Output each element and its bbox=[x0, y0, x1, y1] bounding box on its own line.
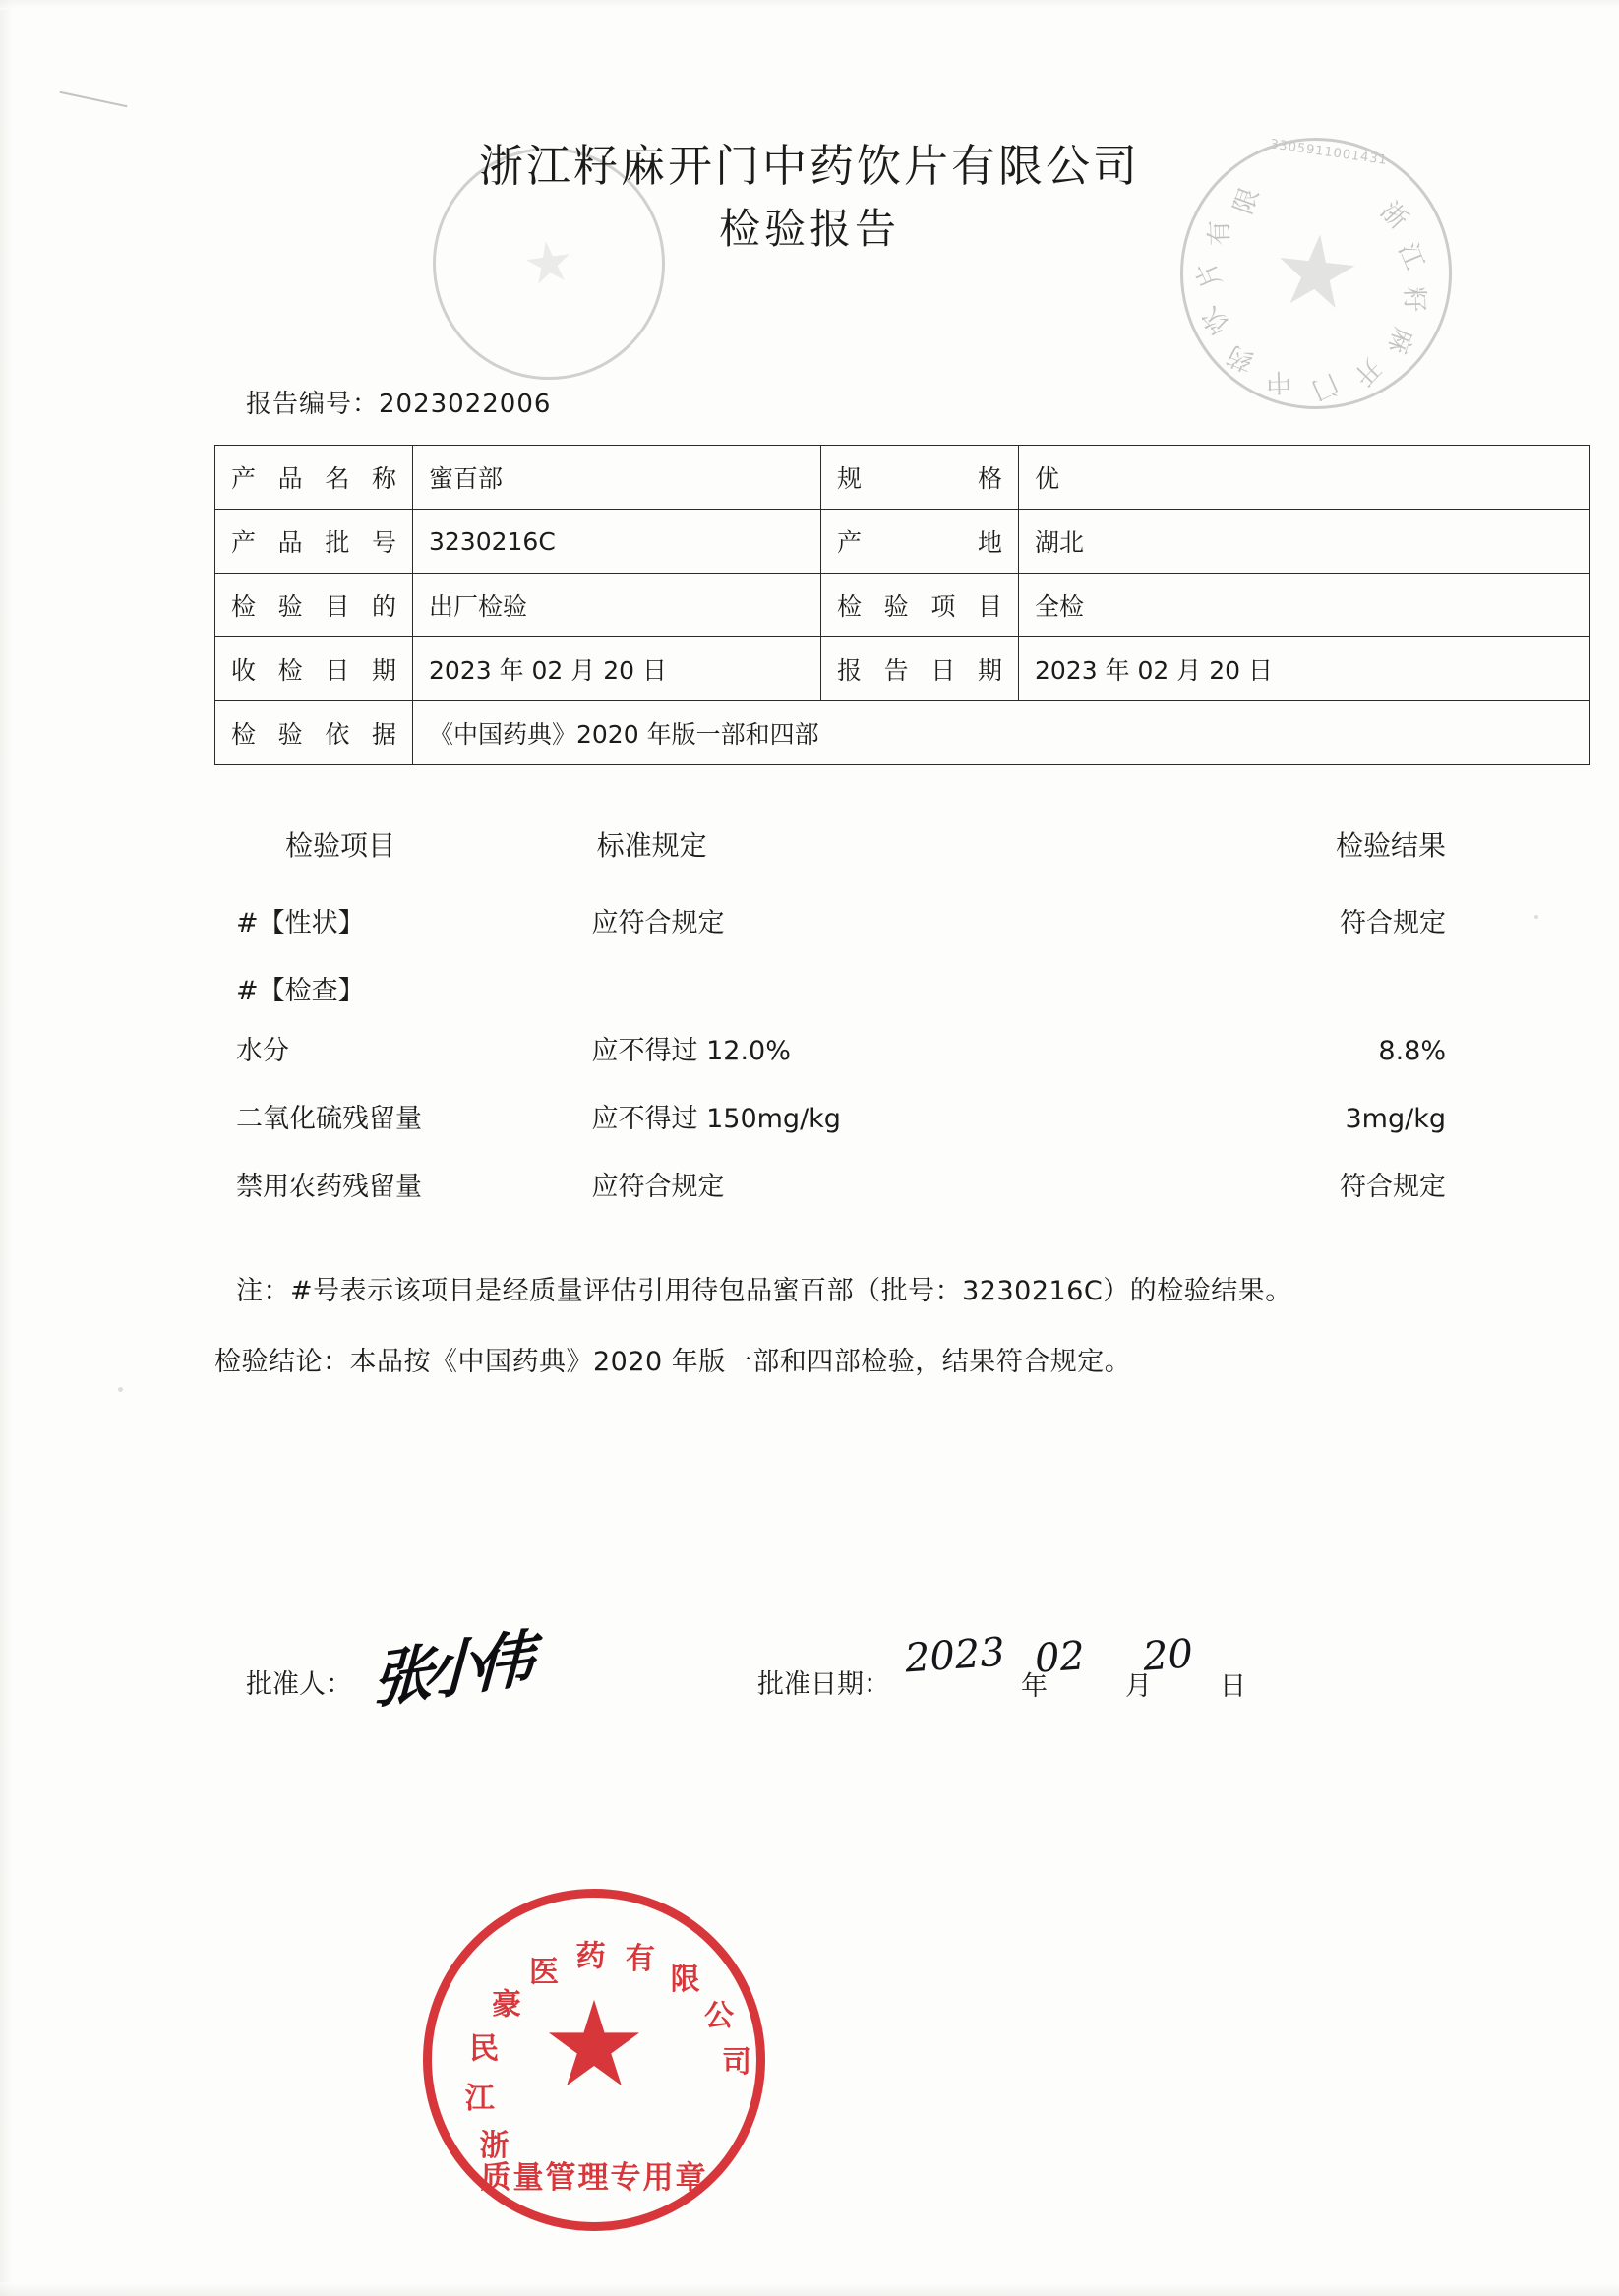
result-item: #【性状】 bbox=[236, 908, 365, 938]
info-value-test-items: 全检 bbox=[1019, 574, 1590, 637]
approver-block bbox=[246, 1622, 526, 1718]
info-label-purpose: 检验目的 bbox=[215, 574, 413, 637]
table-row bbox=[215, 510, 1590, 574]
result-standard: 应符合规定 bbox=[591, 1172, 725, 1202]
scan-edge-bottom bbox=[0, 2282, 1619, 2296]
result-row-pesticide bbox=[197, 1165, 1466, 1203]
report-number-value: 2023022006 bbox=[379, 390, 552, 419]
approver-signature: 张小伟 bbox=[371, 1622, 526, 1718]
result-value: 符合规定 bbox=[1340, 1172, 1446, 1202]
quality-control-seal bbox=[423, 1889, 765, 2231]
report-number-label: 报告编号： bbox=[246, 390, 380, 419]
scan-edge-left bbox=[0, 0, 14, 2296]
info-label-received-date: 收检日期 bbox=[215, 637, 413, 701]
results-header-result: 检验结果 bbox=[1335, 829, 1446, 862]
table-row bbox=[215, 637, 1590, 701]
product-info-table bbox=[214, 445, 1590, 765]
quality-control-seal-label: 质量管理专用章 bbox=[480, 2160, 708, 2196]
test-results-section bbox=[197, 824, 1466, 1233]
approver-label: 批准人： bbox=[246, 1669, 352, 1700]
company-seal-watermark-right: 3305911001431 浙 江 籽 麻 开 门 中 药 饮 片 有 限 bbox=[1167, 124, 1465, 422]
info-label-report-date: 报告日期 bbox=[821, 637, 1019, 701]
results-header-item: 检验项目 bbox=[285, 829, 396, 862]
result-item: #【检查】 bbox=[236, 976, 365, 1006]
info-label-spec: 规 格 bbox=[821, 446, 1019, 510]
info-value-batch-no: 3230216C bbox=[413, 510, 821, 574]
approval-date-year: 2023 bbox=[903, 1629, 1007, 1682]
info-value-received-date: 2023 年 02 月 20 日 bbox=[413, 637, 821, 701]
approval-date-label: 批准日期： bbox=[757, 1669, 890, 1700]
approval-date-month-unit: 月 bbox=[1125, 1671, 1152, 1702]
results-header-row bbox=[197, 824, 1466, 864]
info-value-basis: 《中国药典》2020 年版一部和四部 bbox=[413, 701, 1590, 765]
approval-date-year-unit: 年 bbox=[1021, 1671, 1048, 1702]
result-standard: 应不得过 150mg/kg bbox=[591, 1104, 841, 1134]
approval-date-month: 02 bbox=[1033, 1633, 1087, 1682]
scan-artifact-speck bbox=[1534, 915, 1538, 919]
result-item: 水分 bbox=[236, 1036, 289, 1066]
result-row-so2 bbox=[197, 1097, 1466, 1135]
result-value: 8.8% bbox=[1378, 1036, 1446, 1066]
quality-control-seal-arc-text: 浙 江 民 豪 医 药 有 限 公 司 bbox=[464, 1939, 751, 2163]
result-value: 3mg/kg bbox=[1345, 1104, 1446, 1134]
info-value-report-date: 2023 年 02 月 20 日 bbox=[1019, 637, 1590, 701]
results-header-standard: 标准规定 bbox=[596, 829, 707, 862]
info-label-product-name: 产品名称 bbox=[215, 446, 413, 510]
result-value: 符合规定 bbox=[1340, 908, 1446, 938]
scan-edge-top bbox=[0, 0, 1619, 10]
company-seal-code: 3305911001431 bbox=[1269, 137, 1389, 168]
info-label-batch-no: 产品批号 bbox=[215, 510, 413, 574]
info-value-purpose: 出厂检验 bbox=[413, 574, 821, 637]
info-label-basis: 检验依据 bbox=[215, 701, 413, 765]
table-row bbox=[215, 574, 1590, 637]
result-standard: 应符合规定 bbox=[591, 908, 725, 938]
conclusion-text: 检验结论：本品按《中国药典》2020 年版一部和四部检验，结果符合规定。 bbox=[214, 1347, 1132, 1377]
result-item: 禁用农药残留量 bbox=[236, 1172, 422, 1202]
info-value-product-name: 蜜百部 bbox=[413, 446, 821, 510]
table-row bbox=[215, 446, 1590, 510]
company-title: 浙江籽麻开门中药饮片有限公司 bbox=[478, 140, 1140, 192]
document-title: 检验报告 bbox=[718, 205, 900, 253]
report-number bbox=[246, 384, 551, 420]
result-item: 二氧化硫残留量 bbox=[236, 1104, 422, 1134]
approval-date-day: 20 bbox=[1141, 1631, 1195, 1680]
result-row-appearance bbox=[197, 901, 1466, 939]
scan-artifact-speck bbox=[118, 1387, 123, 1392]
info-value-spec: 优 bbox=[1019, 446, 1590, 510]
result-row-moisture bbox=[197, 1029, 1466, 1067]
results-note: 注：#号表示该项目是经质量评估引用待包品蜜百部（批号：3230216C）的检验结果。 bbox=[236, 1276, 1292, 1306]
approval-date-day-unit: 日 bbox=[1220, 1671, 1246, 1702]
scan-artifact-scratch bbox=[60, 91, 128, 108]
info-label-test-items: 检验项目 bbox=[821, 574, 1019, 637]
approval-date-block bbox=[757, 1629, 1246, 1702]
info-value-origin: 湖北 bbox=[1019, 510, 1590, 574]
result-row-inspection-group bbox=[197, 969, 1466, 1007]
result-standard: 应不得过 12.0% bbox=[591, 1036, 791, 1066]
table-row bbox=[215, 701, 1590, 765]
info-label-origin: 产 地 bbox=[821, 510, 1019, 574]
